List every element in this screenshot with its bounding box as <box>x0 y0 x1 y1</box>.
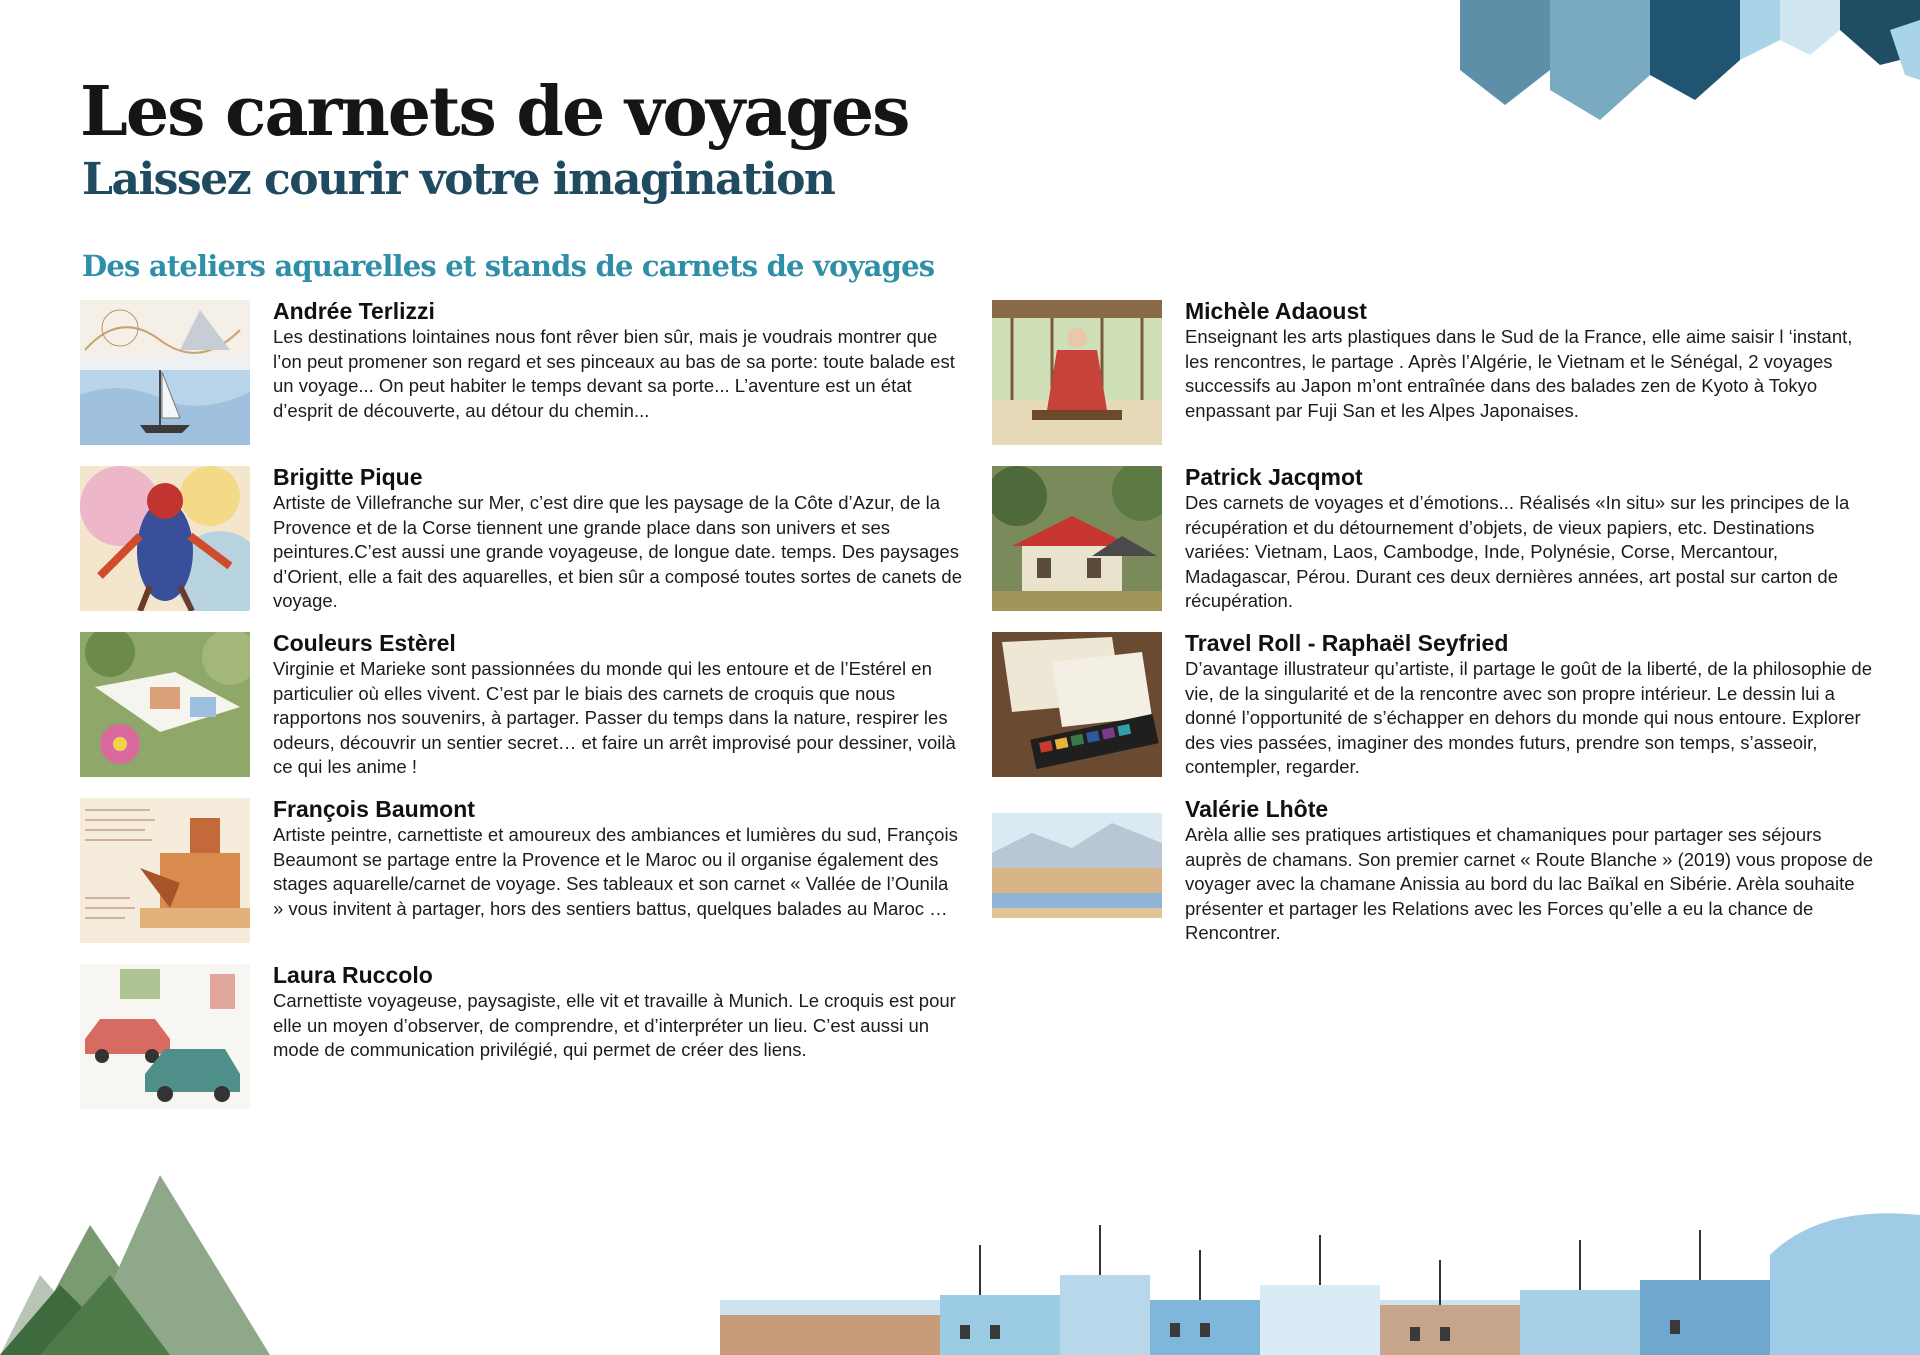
entry-michele-adaoust <box>992 298 1872 464</box>
paint-palette-photo-image <box>992 632 1162 777</box>
entry-francois-baumont <box>80 796 960 962</box>
artist-description: Enseignant les arts plastiques dans le Sud de la France, elle aime saisir l ‘instant, les rencontres, le partage . Après l’Algérie, le Vietnam et le Sénégal, 2 voyages successifs au Japon m’ont entraînée dans des balades zen de Kyoto à Tokyo enpassant par Fuji San et les Alpes Japonaises. <box>1185 326 1853 421</box>
artist-name: Patrick Jacqmot <box>1185 464 1363 490</box>
entry-brigitte-pique <box>80 464 963 630</box>
artist-description: Les destinations lointaines nous font rêver bien sûr, mais je voudrais montrer que l’on peut promener son regard et ses pinceaux au bas de sa porte: toute balade est un voyage... On peut habiter le temps devant sa porte... L’aventure est un état d’esprit de découverte, au détour du chemin... <box>273 326 955 421</box>
entry-andree-terlizzi <box>80 298 960 464</box>
artist-name: Travel Roll - Raphaël Seyfried <box>1185 630 1509 656</box>
artist-name: Valérie Lhôte <box>1185 796 1329 822</box>
townscape-watercolor-decoration <box>720 1205 1920 1355</box>
artist-description: Des carnets de voyages et d’émotions... Réalisés «In situ» sur les principes de la récupération et du détournement d’objets, de vieux papiers, etc. Destinations variées: Vietnam, Laos, Cambodge, Inde, Polynésie, Corse, Mercantour, Madagascar, Pérou. Durant ces deux dernières années, art postal sur carton de récupération. <box>1185 492 1850 612</box>
dancer-painting-image <box>80 466 250 611</box>
entry-couleurs-esterel <box>80 630 960 796</box>
left-column <box>80 298 963 1128</box>
japan-interior-painting-image <box>992 300 1162 445</box>
lake-baikal-watercolor-image <box>992 798 1162 943</box>
artist-name: François Baumont <box>273 796 475 822</box>
hexagon-decoration <box>1450 0 1920 130</box>
tropical-house-painting-image <box>992 466 1162 611</box>
mountain-decoration <box>0 1175 270 1355</box>
artist-name: Michèle Adaoust <box>1185 298 1367 324</box>
entry-laura-ruccolo <box>80 962 960 1128</box>
artist-description: Artiste de Villefranche sur Mer, c’est dire que les paysage de la Côte d’Azur, de la Provence et de la Corse tiennent une grande place dans son univers et ses peintures.C’est aussi une grande voyageuse, de longue date. temps. Des paysages d’Orient, elle a fait des aquarelles, et bien sûr a composé toutes sortes de canets de voyage. <box>273 492 963 612</box>
artist-name: Laura Ruccolo <box>273 962 433 988</box>
artist-name: Couleurs Estèrel <box>273 630 456 656</box>
morocco-sketch-image <box>80 798 250 943</box>
cars-sketch-image <box>80 964 250 1109</box>
entry-patrick-jacqmot <box>992 464 1872 630</box>
artist-name: Brigitte Pique <box>273 464 423 490</box>
sailboat-sketch-image <box>80 300 250 445</box>
entry-valerie-lhote <box>992 796 1872 962</box>
artist-description: Arèla allie ses pratiques artistiques et chamaniques pour partager ses séjours auprès de chamans. Son premier carnet « Route Blanche » (2019) vous propose de voyager avec la chamane Anissia au bord du lac Baïkal en Sibérie. Arèla souhaite présenter et partager les Relations avec les Forces qu’elle a eu la chance de Rencontrer. <box>1185 824 1873 944</box>
artist-description: Carnettiste voyageuse, paysagiste, elle vit et travaille à Munich. Le croquis est pour elle un moyen d’observer, de comprendre, et d’interpréter un lieu. C’est aussi un mode de communication privilégié, qui permet de créer des liens. <box>273 990 956 1061</box>
artist-name: Andrée Terlizzi <box>273 298 435 324</box>
entry-travel-roll <box>992 630 1872 796</box>
sketchbook-photo-image <box>80 632 250 777</box>
page-subtitle: Laissez courir votre imagination <box>82 154 835 205</box>
artist-description: Artiste peintre, carnettiste et amoureux des ambiances et lumières du sud, François Beaumont se partage entre la Provence et le Maroc ou il organise également des stages aquarelle/carnet de voyage. Ses tableaux et son carnet « Vallée de l’Ounila » vous invitent à partager, hors des sentiers battus, quelques balades au Maroc … <box>273 824 958 919</box>
artist-description: D’avantage illustrateur qu’artiste, il partage le goût de la liberté, de la philosophie de vie, de la singularité et de la rencontre avec son propre intérieur. Le dessin lui a donné l’opportunité de s’échapper en dehors du monde qui nous entoure. Explorer des vies passées, imaginer des mondes futurs, prendre son temps, s’asseoir, contempler, regarder. <box>1185 658 1872 778</box>
section-heading: Des ateliers aquarelles et stands de carnets de voyages <box>82 249 935 283</box>
artist-description: Virginie et Marieke sont passionnées du monde qui les entoure et de l’Estérel en particulier où elles vivent. C’est par le biais des carnets de croquis que nous rapportons nos souvenirs, à partager. Passer du temps dans la nature, respirer les odeurs, découvrir un sentier secret… et faire un arrêt improvisé pour dessiner, voilà ce qui les anime ! <box>273 658 956 778</box>
page-title: Les carnets de voyages <box>80 72 909 152</box>
right-column <box>992 298 1872 962</box>
